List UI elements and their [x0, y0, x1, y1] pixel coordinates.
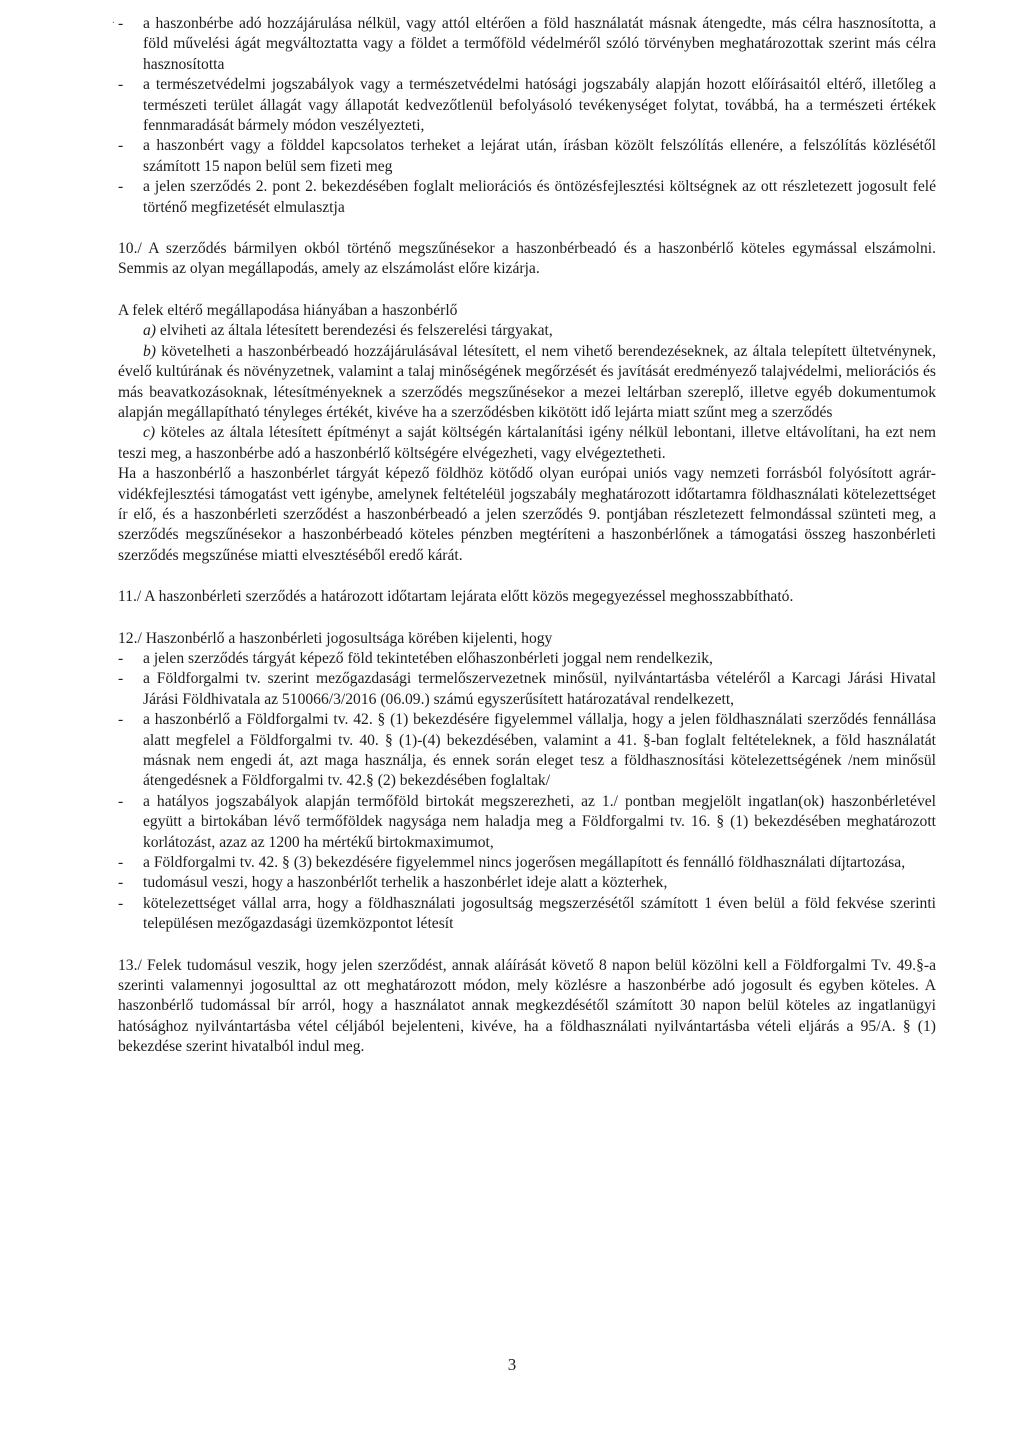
list-item-text: a Földforgalmi tv. 42. § (3) bekezdésére figyelemmel nincs jogerősen megállapított és fennálló földhasználati díjtartozása,	[143, 854, 906, 872]
section-11-text: 11./ A haszonbérleti szerződés a határozott időtartam lejárata előtt közös megegyezéssel meghosszabbítható.	[118, 588, 794, 606]
section-10-text: 10./ A szerződés bármilyen okból történő megszűnésekor a haszonbérbeadó és a haszonbérlő köteles egymással elszámolni. Semmis az olyan megállapodás, amely az elszámolást előre kizárja.	[118, 240, 936, 278]
list-item-text: tudomásul veszi, hogy a haszonbérlőt terhelik a haszonbérlet ideje alatt a közterhek,	[143, 874, 668, 892]
section-10-point-b	[118, 342, 936, 424]
dash: -	[118, 874, 124, 892]
list-item	[118, 873, 936, 893]
list-item-text: a haszonbérlő a Földforgalmi tv. 42. § (1) bekezdésére figyelemmel vállalja, hogy a jelen földhasználati szerződés fennállása alatt megfelel a Földforgalmi tv. 40. § (1)-(4) bekezdésében, valamint a 41. §-ban foglalt feltételeknek, a föld használatát másnak nem engedi át, azt maga használja, és ennek során eleget tesz a földhasznosítási kötelezettségének /nem minősül átengedésnek a Földforgalmi tv. 42.§ (2) bekezdésében foglaltak/	[143, 711, 936, 790]
list-item	[118, 894, 936, 935]
dash: -	[118, 711, 124, 729]
list-item	[118, 14, 936, 75]
list-item	[118, 669, 936, 710]
point-text: köteles az általa létesített építményt a saját költségén kártalanítási igény nélkül lebontani, illetve eltávolítani, ha ezt nem teszi meg, a haszonbérbe adó a haszonbérlő költségére elvégezheti, vagy elvégeztetheti.	[118, 424, 936, 462]
list-item-text: a jelen szerződés 2. pont 2. bekezdésében foglalt meliorációs és öntözésfejlesztési költségnek az ott részletezett jogosult felé történő megfizetését elmulasztja	[143, 178, 936, 216]
section-10-intro: A felek eltérő megállapodása hiányában a haszonbérlő	[118, 301, 458, 319]
top-list	[118, 14, 936, 218]
dash: -	[118, 178, 124, 196]
section-10-point-a	[118, 321, 936, 341]
section-12-intro: 12./ Haszonbérlő a haszonbérleti jogosultsága körében kijelenti, hogy	[118, 629, 553, 647]
list-item	[118, 75, 936, 136]
list-item-text: a haszonbérbe adó hozzájárulása nélkül, vagy attól eltérően a föld használatát másnak átengedte, más célra hasznosította, a föld művelési ágát megváltoztatta vagy a földet a termőföld védelméről szóló törvényben meghatározottak szerint más célra hasznosította	[143, 15, 936, 73]
dash: -	[118, 76, 124, 94]
section-12-list	[118, 649, 936, 935]
list-item-text: a természetvédelmi jogszabályok vagy a természetvédelmi hatósági jogszabály alapján hozott előírásaitól eltérő, illetőleg a természeti terület állagát vagy állapotát kedvezőtlenül befolyásoló tevékenységet folytat, továbbá, ha a természeti értékek fennmaradását bármely módon veszélyezteti,	[143, 76, 936, 135]
list-item	[118, 177, 936, 218]
list-item-text: a hatályos jogszabályok alapján termőföld birtokát megszerezheti, az 1./ pontban megjelölt ingatlan(ok) haszonbérletével együtt a birtokában lévő termőföldek nagysága nem haladja meg a Földforgalmi tv. 16. § (1) bekezdésében meghatározott korlátozást, azaz az 1200 ha mértékű birtokmaximumot,	[143, 792, 936, 851]
dash: -	[118, 792, 124, 810]
list-item-text: a Földforgalmi tv. szerint mezőgazdasági termelőszervezetnek minősül, nyilvántartásba vételéről a Karcagi Járási Hivatal Járási Földhivatala az 510066/3/2016 (06.09.) számú egyszerűsített határozatával rendelkezett,	[143, 670, 936, 708]
section-13-text: 13./ Felek tudomásul veszik, hogy jelen szerződést, annak aláírását követő 8 napon belül közölni kell a Földforgalmi Tv. 49.§-a szerinti valamennyi jogosulttal az ott meghatározott módon, mely közlésre a haszonbérbe adó jogosult és egyben köteles. A haszonbérlő tudomással bír arról, hogy a használatot annak megkezdésétől számított 30 napon belül köteles az ingatlanügyi hatósághoz nyilvántartásba vétel céljából bejelenteni, kivéve, ha a földhasználati nyilvántartásba vételi eljárás a 95/A. § (1) bekezdése szerint hivatalból indul meg.	[118, 956, 936, 1056]
list-item	[118, 710, 936, 792]
page-number: 3	[507, 1355, 517, 1374]
list-item	[118, 853, 936, 873]
dash: -	[118, 137, 124, 155]
point-text: követelheti a haszonbérbeadó hozzájárulásával létesített, el nem vihető berendezéseknek, az általa telepített ültetvénynek, évelő kultúrának és növényzetnek, valamint a talaj minőségének megőrzését és javítását eredményező talajvédelmi, meliorációs és más beavatkozásoknak, létesítményeknek a szerződés megszűnésekor a mezei leltárban szereplő, illetve egyéb dokumentumok alapján megállapítható tényleges értékét, kivéve ha a szerződésben kikötött idő lejárta miatt szűnt meg a szerződés	[118, 342, 936, 421]
dash: -	[118, 670, 124, 688]
list-item-text: kötelezettséget vállal arra, hogy a földhasználati jogosultság megszerzésétől számított 1 éven belül a föld fekvése szerinti településen mezőgazdasági üzemközpontot létesít	[143, 894, 936, 933]
list-item	[118, 136, 936, 177]
point-label: a)	[143, 322, 156, 340]
list-item-text: a jelen szerződés tárgyát képező föld tekintetében előhaszonbérleti joggal nem rendelkezik,	[143, 649, 713, 667]
dash: -	[118, 854, 124, 872]
list-item	[118, 792, 936, 853]
scan-speck: .	[112, 14, 115, 26]
list-item-text: a haszonbért vagy a földdel kapcsolatos terheket a lejárat után, írásban közölt felszólítás ellenére, a felszólítás közlésétől számított 15 napon belül sem fizeti meg	[143, 137, 936, 175]
body-text	[118, 14, 936, 1058]
section-10-support: Ha a haszonbérlő a haszonbérlet tárgyát képező földhöz kötődő olyan európai uniós vagy nemzeti forrásból folyósított agrár-vidékfejlesztési támogatást vett igénybe, amelynek feltételéül jogszabály meghatározott időtartamra földhasználati kötelezettséget ír elő, és a haszonbérleti szerződést a haszonbérbeadó a jelen szerződés 9. pontjában részletezett felmondással szünteti meg, a szerződés megszűnésekor a haszonbérbeadó köteles pénzben megtéríteni a haszonbérlőnek a támogatási összeg haszonbérleti szerződés megszűnése miatti elvesztéséből eredő kárát.	[118, 465, 936, 564]
dash: -	[118, 649, 124, 667]
list-item	[118, 649, 936, 669]
point-label: b)	[143, 342, 156, 360]
point-label: c)	[143, 424, 156, 442]
section-10-point-c	[118, 423, 936, 464]
point-text: elviheti az általa létesített berendezési és felszerelési tárgyakat,	[156, 322, 553, 340]
dash: -	[118, 15, 124, 32]
dash: -	[118, 894, 124, 912]
